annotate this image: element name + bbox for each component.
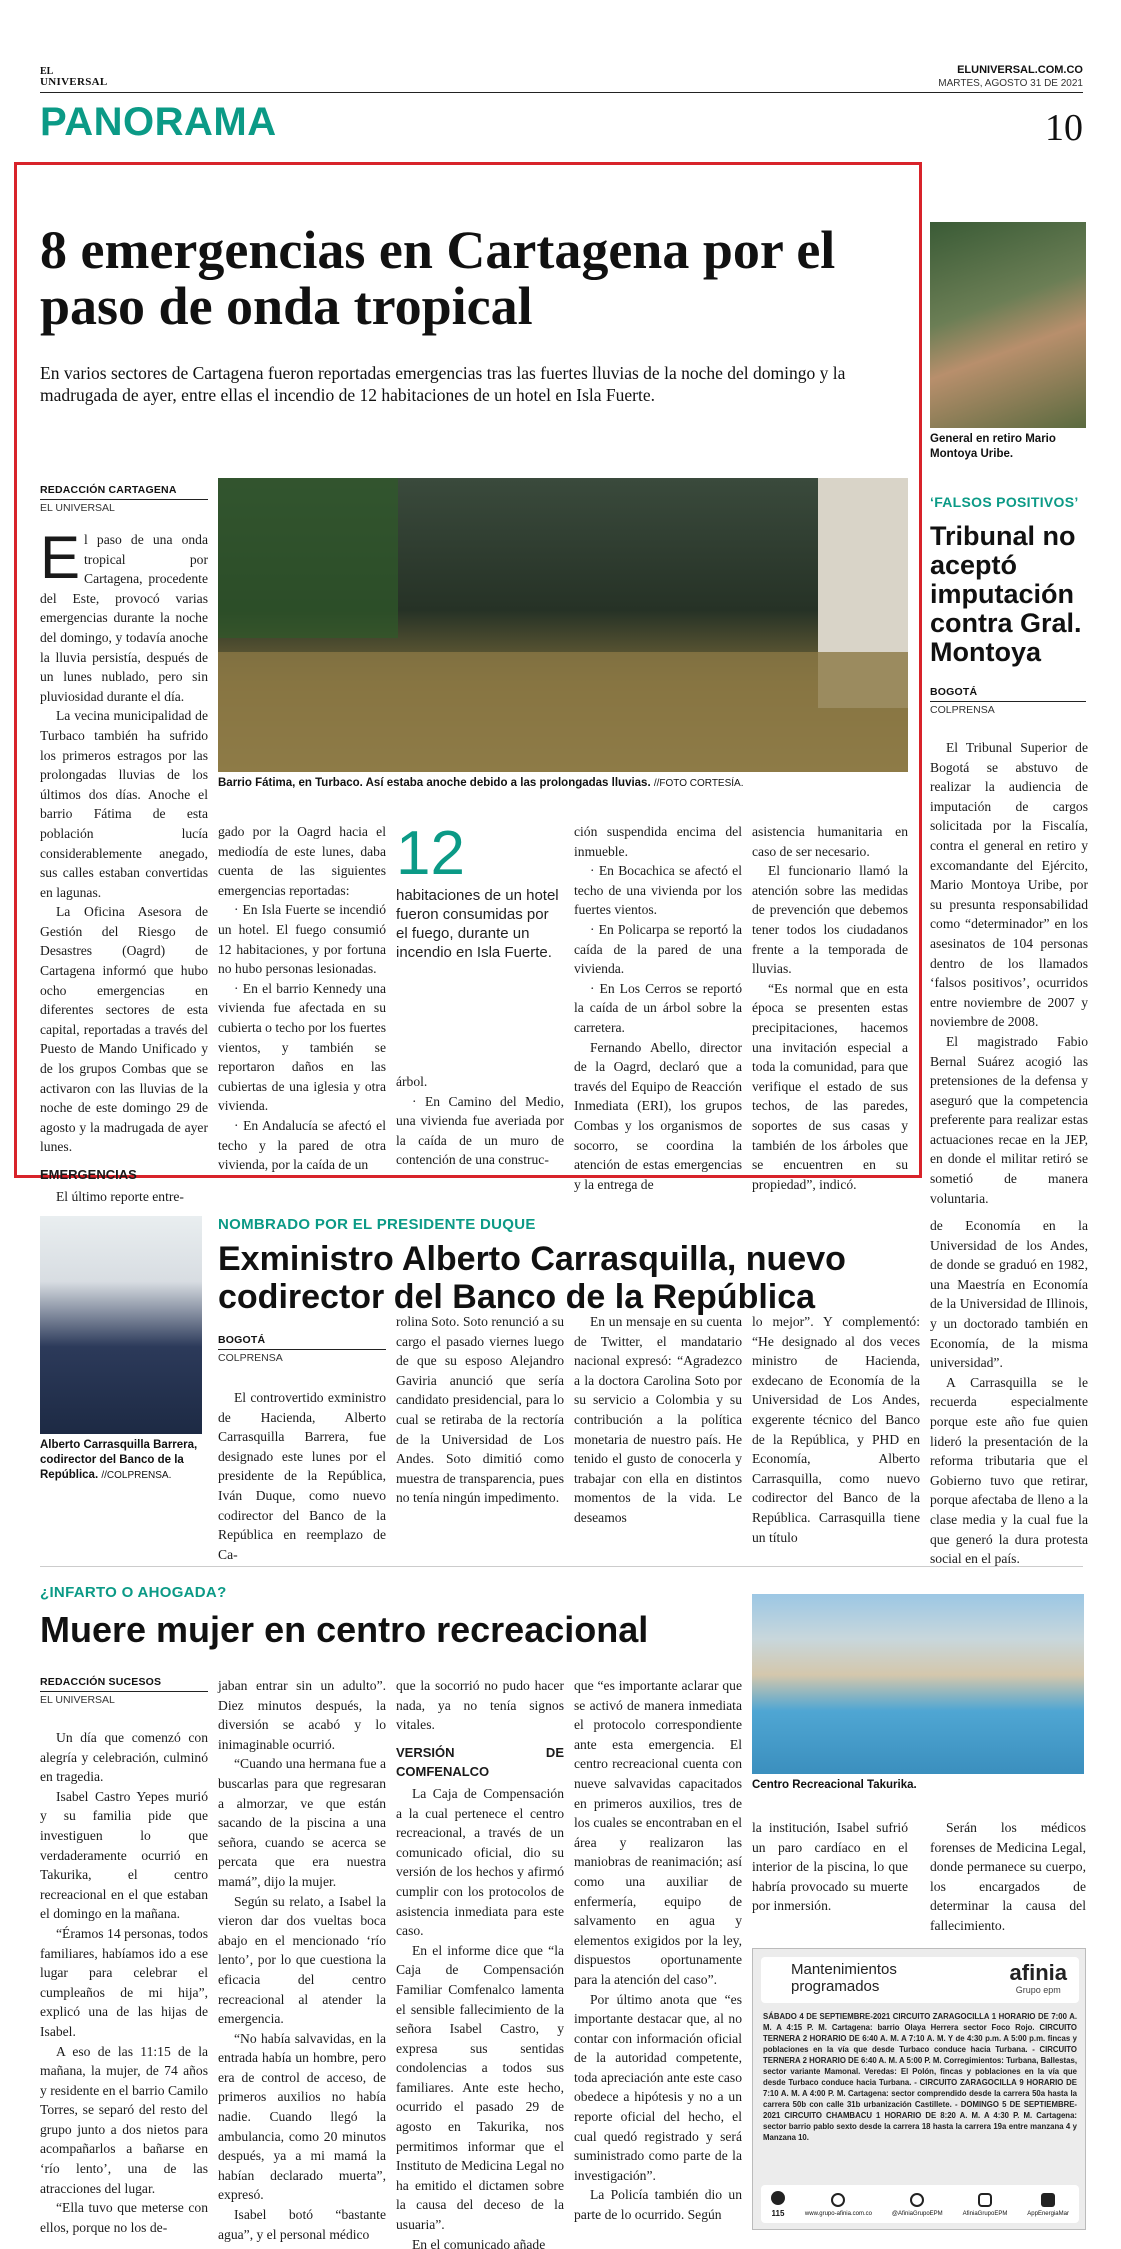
carrasquilla-column-4: lo mejor”. Y complementó: “He designado al dos veces ministro de Hacienda, exdecano de Economía de la Universidad de Los Andes, exgerente técnico del Banco de la República, y PHD en Economía, Alberto Carrasquilla, como nuevo codirector del Banco de la República. Carrasquilla tiene un título (752, 1314, 920, 1545)
app-icon (1041, 2193, 1055, 2207)
mujer-column-6: Serán los médicos forenses de Medicina Legal, donde permanece su cuerpo, los encargados de determinar la causa del fallecimiento. (930, 1820, 1086, 1933)
mujer-photo (752, 1594, 1084, 1774)
ad-footer-item[interactable]: @AfiniaGrupoEPM (892, 2192, 943, 2217)
lead-column-4: ción suspendida encima del inmueble. · En Bocachica se afectó el techo de una vivienda por los fuertes vientos. · En Policarpa se reportó la caída de la pared de una vivienda. · En Los Cerros se reportó la caída de un árbol sobre la carretera. Fernando Abello, director de la Oagrd, declaró que a través del Equipo de Reacción Inmediata (ERI), los grupos Combas y los organismos de socorro, se coordina la atención de estas emergencias y la entrega de (574, 824, 742, 1192)
montoya-body: El Tribunal Superior de Bogotá se abstuvo de realizar la audiencia de imputación de cargos solicitada por la Fiscalía, contra el general en retiro y excomandante del Ejército, Mario Montoya Uribe, por su presunta responsabilidad como “determinador” en los asesinatos de 104 personas dentro de los llamados ‘falsos positivos’, ocurridos entre noviembre de 2007 y noviembre de 2008. El magistrado Fabio Bernal Suárez acogió las pretensiones de la defensa y aseguró que la competencia preferente para realizar estas actuaciones recae en la JEP, en donde el militar retiró se sometió de manera voluntaria. (930, 740, 1088, 1206)
lead-column-3: árbol. · En Camino del Medio, una vivienda fue averiada por la caída de un muro de contención de una construc- (396, 1074, 564, 1168)
mujer-byline: REDACCIÓN SUCESOS EL UNIVERSAL (40, 1676, 208, 1706)
montoya-headline: Tribunal no aceptó imputación contra Gral. Montoya (930, 521, 1082, 667)
lead-column-2: gado por la Oagrd hacia el mediodía de este lunes, daba cuenta de las siguientes emergencias reportadas: · En Isla Fuerte se incendió un hotel. El fuego consumió 12 habitaciones, y por fortuna no hubo personas lesionadas. · En el barrio Kennedy una vivienda fue afectada en su cubierta o techo por los fuertes vientos, y también se reportaron daños en las cubiertas de una iglesia y otra vivienda. · En Andalucía se afectó el techo y la pared de otra vivienda, por la caída de un (218, 824, 386, 1173)
ad-footer (761, 2185, 1079, 2223)
ad-text: SÁBADO 4 DE SEPTIEMBRE-2021 CIRCUITO ZARAGOCILLA 1 HORARIO DE 7:00 A. M. A 4:15 P. M. Cartagena: barrio Olaya Herrera sector Foco Rojo. CIRCUITO TERNERA 2 HORARIO DE 6:40 A. M. A 7:10 A. M. Y de 4:30 p.m. A 5:00 p.m. fincas y poblaciones en la vía que desde Turbaco conduce hacia Turbana. - CIRCUITO TERNERA 2 HORARIO DE 6:40 A. M. A 5:00 P. M. Corregimientos: Turbana, Ballestas, sector variante Mamonal. Veredas: El Polón, fincas y poblaciones en la vía que desde Turbaco conduce hacia Turbana. - CIRCUITO ZARAGOCILLA 9 HORARIO DE 7:10 A. M. A 4:00 P. M. Cartagena: sector comprendido desde la carrera 50a hasta la carrera 50b con calle 31b urbanización Castillete. - DOMINGO 5 DE SEPTIEMBRE-2021 CIRCUITO CHAMBACU 1 HORARIO DE 8:20 A. M. A 4:30 P. M. Cartagena: sector barrio pablo sexto desde la carrera 18 hasta la carrera 19a entre manzana 4 y Manzana 10. (763, 2012, 1077, 2142)
lead-column-1: El paso de una onda tropical por Cartagena, procedente del Este, provocó varias emergencias durante la noche del domingo, y todavía anoche la lluvia persistía, después de un lunes nublado, pero sin pluviosidad durante el día. La vecina municipalidad de Turbaco también ha sufrido los primeros estragos por las prolongadas lluvias de los últimos dos días. Anoche el barrio Fátima de esta población lucía considerablemente anegado, sus calles estaban convertidas en lagunas. La Oficina Asesora de Gestión del Riesgo de Desastres (Oagrd) de Cartagena informó que hubo ocho emergencias en diferentes sectores de esta capital, reportadas a través del Puesto de Mando Unificado y de los grupos Combas que se activaron con las lluvias de la noche de este domingo 29 de agosto y la madrugada de ayer lunes. EMERGENCIAS El último reporte entre- (40, 524, 208, 1204)
lead-headline: 8 emergencias en Cartagena por el paso de onda tropical (40, 220, 836, 336)
ad-footer-item[interactable]: www.grupo-afinia.com.co (805, 2192, 872, 2217)
carrasquilla-column-3: En un mensaje en su cuenta de Twitter, el mandatario nacional expresó: “Agradezco a la doctora Carolina Soto por su servicio a Colombia y su contribución a la política monetaria de nuestro país. He tenido el gusto de conocerla y trabajar con ella en distintos momentos de la vida. Le deseamos (574, 1314, 742, 1525)
mujer-photo-caption: Centro Recreacional Takurika. (752, 1779, 917, 1791)
masthead-date: MARTES, AGOSTO 31 DE 2021 (938, 78, 1083, 89)
montoya-caption: General en retiro Mario Montoya Uribe. (930, 433, 1056, 460)
mujer-headline: Muere mujer en centro recreacional (40, 1609, 649, 1650)
lead-column-5: asistencia humanitaria en caso de ser necesario. El funcionario llamó la atención sobre las medidas de prevención que debemos tener todos los ciudadanos frente a la temporada de lluvias. “Es normal que en esta época se presenten estas precipitaciones, hacemos una invitación especial a toda la comunidad, para que verifique el estado de sus techos, de las paredes, soportes de sus casas y también de los árboles que se encuentren en su propiedad”, indicó. (752, 824, 908, 1192)
afinia-ad[interactable] (752, 1948, 1086, 2230)
lead-photo (218, 478, 908, 772)
carrasquilla-byline: BOGOTÁ COLPRENSA (218, 1334, 386, 1364)
ad-footer-item[interactable]: 115 (771, 2190, 785, 2218)
globe-icon (831, 2193, 845, 2207)
mujer-column-3: que la socorrió no pudo hacer nada, ya no tenía signos vitales. VERSIÓN DE COMFENALCO La Caja de Compensación a la cual pertenece el centro recreacional, a través de un comunicado oficial, dio su versión de los hechos y afirmó cumplir con los protocolos de asistencia inmediata para este caso. En el informe dice que “la Caja de Compensación Familiar Comfenalco lamenta el sensible fallecimiento de la señora Isabel Castro, y expresa sus sentidas condolencias a todos sus familiares. Ante este hecho, ocurrido el pasado 29 de agosto en Takurika, nos permitimos informar que el Instituto de Medicina Legal no ha emitido el dictamen sobre la causa del deceso de la usuaria”. En el comunicado añade (396, 1678, 564, 2249)
mujer-column-4: que “es importante aclarar que se activó de manera inmediata el protocolo correspondiente ante esta emergencia. El centro recreacional cuenta con nueve salvavidas capacitados en primeros auxilios, tres de los cuales se encontraban en el área y realizaron las maniobras de reanimación; así como una auxiliar de enfermería, equipo de salvamento en agua y elementos exigidos por la ley, dispuestos oportunamente para la atención del caso”. Por último anota que “es importante destacar que, al no contar con información oficial de la autoridad competente, toda apreciación ante este caso obedece a hipótesis y no a un reporte oficial del hecho, el cual quedó registrado y será suministrado como parte de la investigación”. La Policía también dio un parte de lo ocurrido. Según (574, 1678, 742, 2223)
montoya-byline: BOGOTÁ COLPRENSA (930, 686, 1086, 716)
ad-footer-item[interactable]: AppEnergiaMar (1027, 2192, 1069, 2217)
masthead-logo: EL UNIVERSAL (40, 66, 108, 88)
lead-photo-caption: Barrio Fátima, en Turbaco. Así estaba anoche debido a las prolongadas lluvias. //FOTO CORTESÍA. (218, 777, 744, 789)
carrasquilla-photo (40, 1216, 202, 1434)
dropcap: E (40, 524, 81, 591)
carrasquilla-column-2: rolina Soto. Soto renunció a su cargo el pasado viernes luego de que su esposo Alejandro Gaviria anunció que sería candidato presidencial, para lo cual se retiraba de la rectoría de la Universidad de Los Andes. Soto dimitió como muestra de transparencia, pues no tenía ningún impedimento. (396, 1314, 564, 1506)
mujer-column-1: Un día que comenzó con alegría y celebración, culminó en tragedia. Isabel Castro Yepes murió y su familia pide que investiguen lo que verdaderamente ocurrió en Takurika, el centro recreacional en el que estaban el domingo en la mañana. “Éramos 14 personas, todos familiares, habíamos ido a ese lugar para celebrar el cumpleaños de mi hija”, explicó una de las hijas de Isabel. A eso de las 11:15 de la mañana, la mujer, de 74 años y residente en el barrio Camilo Torres, se separó del resto del grupo junto a dos nietos para acompañarlos a bañarse en ‘río lento’, una de las atracciones del lugar. “Ella tuvo que meterse con ellos, porque no los de- (40, 1730, 208, 2235)
masthead-site[interactable]: ELUNIVERSAL.COM.CO (957, 64, 1083, 76)
carrasquilla-kicker: NOMBRADO POR EL PRESIDENTE DUQUE (218, 1216, 536, 1233)
twitter-icon (910, 2193, 924, 2207)
page-number: 10 (1045, 107, 1083, 149)
lead-byline: REDACCIÓN CARTAGENA EL UNIVERSAL (40, 484, 208, 514)
lead-deck: En varios sectores de Cartagena fueron reportadas emergencias tras las fuertes lluvias de la noche del domingo y la madrugada de ayer, entre ellas el incendio de 12 habitaciones de un hotel en Isla Fuerte. (40, 363, 846, 405)
carrasquilla-caption: Alberto Carrasquilla Barrera, codirector del Banco de la República. //COLPRENSA. (40, 1439, 198, 1481)
ad-footer-item[interactable]: AfiniaGrupoEPM (963, 2192, 1008, 2217)
carrasquilla-headline: Exministro Alberto Carrasquilla, nuevo codirector del Banco de la República (218, 1240, 846, 1316)
mujer-column-5: la institución, Isabel sufrió un paro cardíaco en el interior de la piscina, lo que habría provocado su muerte por inmersión. (752, 1820, 908, 1914)
section-title: PANORAMA (40, 100, 277, 144)
instagram-icon (978, 2193, 992, 2207)
phone-icon (771, 2191, 785, 2205)
mujer-kicker: ¿INFARTO O AHOGADA? (40, 1584, 227, 1601)
montoya-photo (930, 222, 1086, 428)
ad-title-2: programados (791, 1978, 880, 1995)
lead-pullquote: 12 habitaciones de un hotel fueron consumidas por el fuego, durante un incendio en Isla Fuerte. (396, 819, 559, 961)
carrasquilla-column-5: de Economía en la Universidad de los Andes, de donde se graduó en 1982, una Maestría en Economía de la Universidad de Illinois, y un doctorado también en Economía, de la misma universidad”. A Carrasquilla se le recuerda especialmente porque este año fue quien lideró la presentación de la reforma tributaria que el Gobierno tuvo que retirar, porque afectaba de lleno a la clase media y la cual fue la que generó la dura protesta social en el país. (930, 1218, 1088, 1567)
ad-title-1: Mantenimientos (791, 1961, 897, 1978)
ad-brand: afinia Grupo epm (1009, 1960, 1067, 1995)
montoya-kicker: ‘FALSOS POSITIVOS’ (930, 494, 1079, 510)
ad-header (761, 1957, 1079, 2003)
carrasquilla-column-1: El controvertido exministro de Hacienda, Alberto Carrasquilla Barrera, fue designado este lunes por el presidente de la República, Iván Duque, como nuevo codirector del Banco de la República en reemplazo de Ca- (218, 1390, 386, 1562)
mujer-column-2: jaban entrar sin un adulto”. Diez minutos después, la diversión se acabó y lo inimaginable ocurrió. “Cuando una hermana fue a buscarlas para que regresaran a almorzar, ve que están sacando de la piscina a una señora, cuando se acerca se percata que era nuestra mamá”, dijo la mujer. Según su relato, a Isabel la vieron dar dos vueltas boca abajo en el mencionado ‘río lento’, por lo que cuestiona la eficacia del centro recreacional al atender la emergencia. “No había salvavidas, en la entrada había un hombre, pero era de control de acceso, de primeros auxilios no había nadie. Cuando llegó la ambulancia, como 20 minutos después, ya a mi mamá la habían declarado muerta”, expresó. Isabel botó “bastante agua”, y el personal médico (218, 1678, 386, 2242)
